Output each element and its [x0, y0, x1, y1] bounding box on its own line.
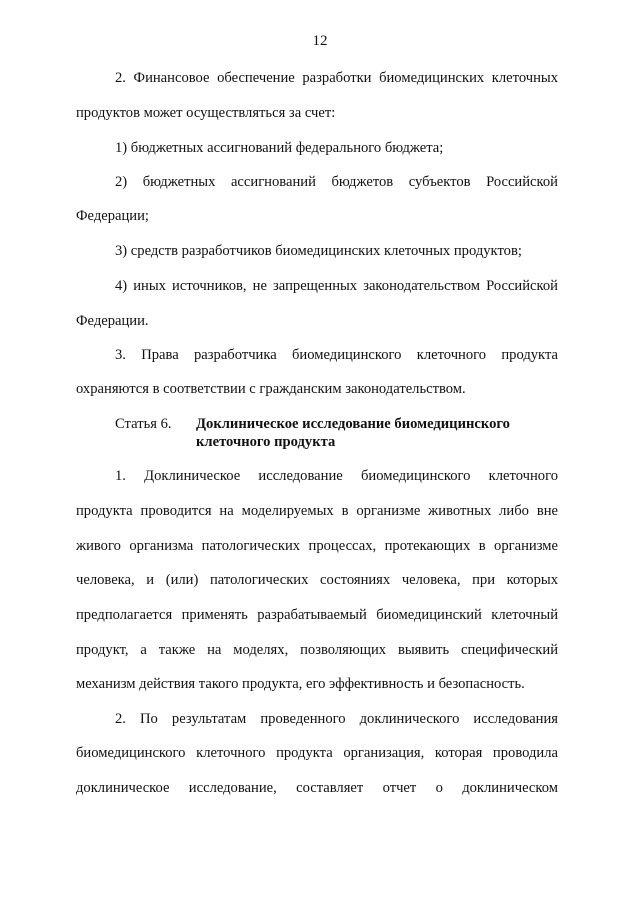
paragraph-line: продуктов может осуществляться за счет: [76, 105, 336, 121]
paragraph-line: предполагается применять разрабатываемый биомедицинский клеточный [76, 607, 558, 623]
paragraph-line: 2. По результатам проведенного доклинического исследования [115, 711, 558, 727]
list-item-line: 1) бюджетных ассигнований федерального бюджета; [115, 140, 444, 156]
paragraph-line: механизм действия такого продукта, его эффективность и безопасность. [76, 676, 525, 692]
page-number: 12 [312, 33, 328, 49]
list-item-line: Федерации. [76, 313, 149, 329]
paragraph-line: живого организма патологических процессах, протекающих в организме [76, 538, 558, 554]
paragraph-line: биомедицинского клеточного продукта организация, которая проводила [76, 745, 558, 761]
article-title-line: Доклиническое исследование биомедицинского [196, 416, 510, 432]
paragraph-line: продукт, а также на моделях, позволяющих выявить специфический [76, 642, 558, 658]
article-label: Статья 6. [115, 416, 172, 432]
list-item-line: 4) иных источников, не запрещенных законодательством Российской [115, 278, 558, 294]
paragraph-line: продукта проводится на моделируемых в организме животных либо вне [76, 503, 558, 519]
list-item-line: 2) бюджетных ассигнований бюджетов субъектов Российской [115, 174, 558, 190]
list-item-line: Федерации; [76, 208, 149, 224]
paragraph-line: человека, и (или) патологических состояниях человека, при которых [76, 572, 558, 588]
paragraph-line: доклиническое исследование, составляет отчет о доклиническом [76, 780, 558, 796]
list-item-line: 3) средств разработчиков биомедицинских клеточных продуктов; [115, 243, 522, 259]
article-title-line: клеточного продукта [196, 434, 336, 450]
paragraph-line: 2. Финансовое обеспечение разработки биомедицинских клеточных [115, 70, 558, 86]
paragraph-line: 1. Доклиническое исследование биомедицинского клеточного [115, 468, 558, 484]
paragraph-line: охраняются в соответствии с гражданским законодательством. [76, 381, 466, 397]
paragraph-line: 3. Права разработчика биомедицинского клеточного продукта [115, 347, 558, 363]
